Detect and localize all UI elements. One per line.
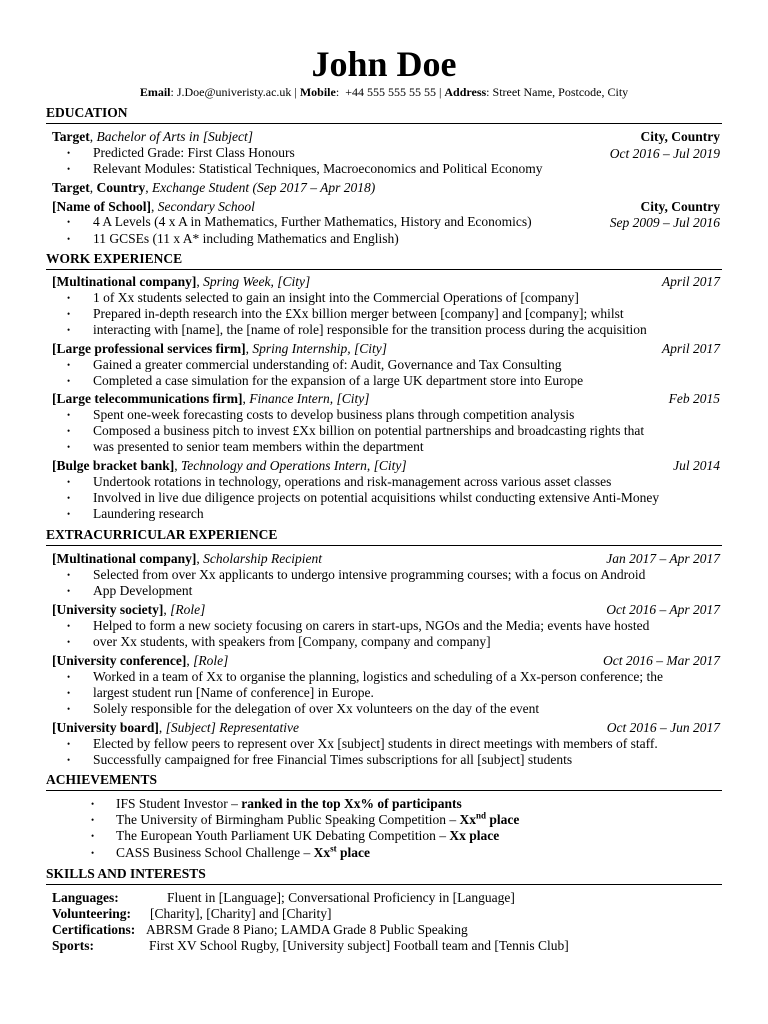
mobile-label: Mobile	[299, 85, 336, 99]
list-item: • Prepared in-depth research into the £Xx billion merger between [company] and [company]; whilst	[93, 306, 720, 323]
work-role: Spring Week, [City]	[203, 274, 311, 289]
skill-row-languages	[52, 890, 720, 907]
list-item-continuation: • largest student run [Name of conference] in Europe.	[93, 685, 720, 702]
education-entry-header: [Name of School], Secondary School City, Country	[52, 199, 720, 214]
extra-entry-header: [University conference], [Role] Oct 2016 – Mar 2017	[52, 653, 720, 668]
skill-label: Sports:	[52, 938, 95, 953]
list-item-continuation: • over Xx students, with speakers from [Company, company and company]	[93, 634, 720, 651]
work-entry-header: [Multinational company], Spring Week, [City] April 2017	[52, 274, 720, 289]
contact-line: Email: J.Doe@univeristy.ac.uk | Mobile: +44 555 555 55 55 | Address: Street Name, Postcode, City	[139, 85, 629, 99]
work-org: [Bulge bracket bank]	[52, 458, 175, 473]
work-role: Finance Intern, [City]	[249, 391, 370, 406]
skill-row-certifications	[52, 922, 720, 939]
list-item: • 11 GCSEs (11 x A* including Mathematics and English)	[93, 231, 720, 248]
skill-value: [Charity], [Charity] and [Charity]	[150, 906, 332, 921]
skill-label: Languages:	[52, 890, 119, 905]
achievement-item: • IFS Student Investor – ranked in the top Xx% of participants	[116, 796, 676, 813]
skill-label: Volunteering:	[52, 906, 132, 921]
section-heading-education: EDUCATION	[46, 105, 722, 124]
list-item: • 4 A Levels (4 x A in Mathematics, Further Mathematics, History and Economics)	[93, 214, 720, 231]
list-item: • Predicted Grade: First Class Honours	[93, 145, 720, 162]
extra-dates: Oct 2016 – Mar 2017	[603, 653, 720, 668]
extra-role: Scholarship Recipient	[203, 551, 322, 566]
section-heading-work: WORK EXPERIENCE	[46, 251, 722, 270]
mobile-value: +44 555 555 55 55	[345, 85, 436, 99]
edu-org: Target	[52, 129, 90, 144]
work-entry-header: [Large telecommunications firm], Finance Intern, [City] Feb 2015	[52, 391, 720, 406]
extra-entry-header: [University board], [Subject] Representative Oct 2016 – Jun 2017	[52, 720, 720, 735]
skill-label: Certifications:	[52, 922, 136, 937]
list-item: • Successfully campaigned for free Financial Times subscriptions for all [subject] students	[93, 752, 720, 769]
achievement-item: • The University of Birmingham Public Speaking Competition – $Xx^{nd}$ place	[116, 812, 676, 829]
email-label: Email	[139, 85, 171, 99]
edu-location: City, Country	[640, 199, 720, 214]
extra-role: [Role]	[170, 602, 206, 617]
list-item: • Solely responsible for the delegation of over Xx volunteers on the day of the event	[93, 701, 720, 718]
list-item: • Completed a case simulation for the expansion of a large UK department store into Europe	[93, 373, 720, 390]
work-entry-header: [Large professional services firm], Spring Internship, [City] April 2017	[52, 341, 720, 356]
education-entry-header: Target, Bachelor of Arts in [Subject] City, Country	[52, 129, 720, 144]
resume-name: John Doe	[311, 44, 457, 84]
work-org: [Large professional services firm]	[52, 341, 246, 356]
list-item: • Gained a greater commercial understanding of: Audit, Governance and Tax Consulting	[93, 357, 720, 374]
work-entry-header: [Bulge bracket bank], Technology and Operations Intern, [City] Jul 2014	[52, 458, 720, 473]
work-dates: Jul 2014	[673, 458, 720, 473]
extra-org: [University board]	[52, 720, 159, 735]
edu-org: Target	[52, 180, 90, 195]
edu-country: Country	[96, 180, 146, 195]
extra-org: [University society]	[52, 602, 164, 617]
edu-role: Secondary School	[157, 199, 255, 214]
work-dates: April 2017	[661, 341, 720, 356]
edu-location: City, Country	[640, 129, 720, 144]
extra-entry-header: [University society], [Role] Oct 2016 – Apr 2017	[52, 602, 720, 617]
list-item: • Undertook rotations in technology, operations and risk-management across various asset classes	[93, 474, 720, 491]
extra-dates: Oct 2016 – Apr 2017	[606, 602, 720, 617]
section-heading-extracurricular: EXTRACURRICULAR EXPERIENCE	[46, 527, 722, 546]
extra-dates: Jan 2017 – Apr 2017	[606, 551, 720, 566]
extra-role: [Role]	[193, 653, 229, 668]
achievement-item: • The European Youth Parliament UK Debating Competition – Xx place	[116, 828, 676, 845]
work-role: Spring Internship, [City]	[252, 341, 387, 356]
work-dates: Feb 2015	[668, 391, 720, 406]
work-role: Technology and Operations Intern	[181, 458, 367, 473]
extra-entry-header: [Multinational company], Scholarship Recipient Jan 2017 – Apr 2017	[52, 551, 720, 566]
list-item: • Helped to form a new society focusing on carers in start-ups, NGOs and the Media; events have hosted	[93, 618, 720, 635]
address-label: Address	[444, 85, 487, 99]
skill-value: ABRSM Grade 8 Piano; LAMDA Grade 8 Public Speaking	[146, 922, 468, 937]
extra-org: [University conference]	[52, 653, 187, 668]
achievement-item: • CASS Business School Challenge – $Xx^{st}$ place	[116, 845, 676, 862]
list-item: • Worked in a team of Xx to organise the planning, logistics and scheduling of a Xx-person conference; the	[93, 669, 720, 686]
edu-role: Exchange Student (Sep 2017 – Apr 2018)	[152, 180, 376, 195]
extra-role: [Subject] Representative	[165, 720, 299, 735]
edu-org: [Name of School]	[52, 199, 151, 214]
work-dates: April 2017	[661, 274, 720, 289]
list-item: • Spent one-week forecasting costs to develop business plans through competition analysis	[93, 407, 720, 424]
list-item-continuation: • App Development	[93, 583, 720, 600]
skill-row-volunteering	[52, 906, 720, 923]
skill-value: Fluent in [Language]; Conversational Proficiency in [Language]	[167, 890, 515, 905]
list-item: • Relevant Modules: Statistical Techniques, Macroeconomics and Political Economy	[93, 161, 720, 178]
edu-dates: Oct 2016 – Jul 2019	[609, 146, 720, 161]
extra-org: [Multinational company]	[52, 551, 197, 566]
edu-dates: Sep 2009 – Jul 2016	[609, 215, 720, 230]
address-value: Street Name, Postcode, City	[492, 85, 629, 99]
email-value: J.Doe@univeristy.ac.uk	[176, 85, 292, 99]
section-heading-achievements: ACHIEVEMENTS	[46, 772, 722, 791]
list-item: • Elected by fellow peers to represent over Xx [subject] students in direct meetings with members of staff.	[93, 736, 720, 753]
list-item-continuation: • was presented to senior team members within the department	[93, 439, 720, 456]
list-item: • Selected from over Xx applicants to undergo intensive programming courses; with a focus on Android	[93, 567, 720, 584]
list-item-continuation: • interacting with [name], the [name of role] responsible for the transition process during the acquisition	[93, 322, 720, 339]
list-item-continuation: • Laundering research	[93, 506, 720, 523]
work-org: [Multinational company]	[52, 274, 197, 289]
skill-row-sports	[52, 938, 720, 955]
work-org: [Large telecommunications firm]	[52, 391, 243, 406]
skill-value: First XV School Rugby, [University subject] Football team and [Tennis Club]	[149, 938, 569, 953]
extra-dates: Oct 2016 – Jun 2017	[606, 720, 720, 735]
list-item: • Composed a business pitch to invest £Xx billion on potential partnerships and broadcasting rights that	[93, 423, 720, 440]
work-city: [City]	[373, 458, 407, 473]
edu-role: Bachelor of Arts in [Subject]	[96, 129, 253, 144]
education-entry-header: Target, Country, Exchange Student (Sep 2017 – Apr 2018)	[52, 180, 376, 195]
list-item: • 1 of Xx students selected to gain an insight into the Commercial Operations of [company]	[93, 290, 720, 307]
list-item: • Involved in live due diligence projects on potential acquisitions whilst conducting extensive Anti-Money	[93, 490, 720, 507]
section-heading-skills: SKILLS AND INTERESTS	[46, 866, 722, 885]
